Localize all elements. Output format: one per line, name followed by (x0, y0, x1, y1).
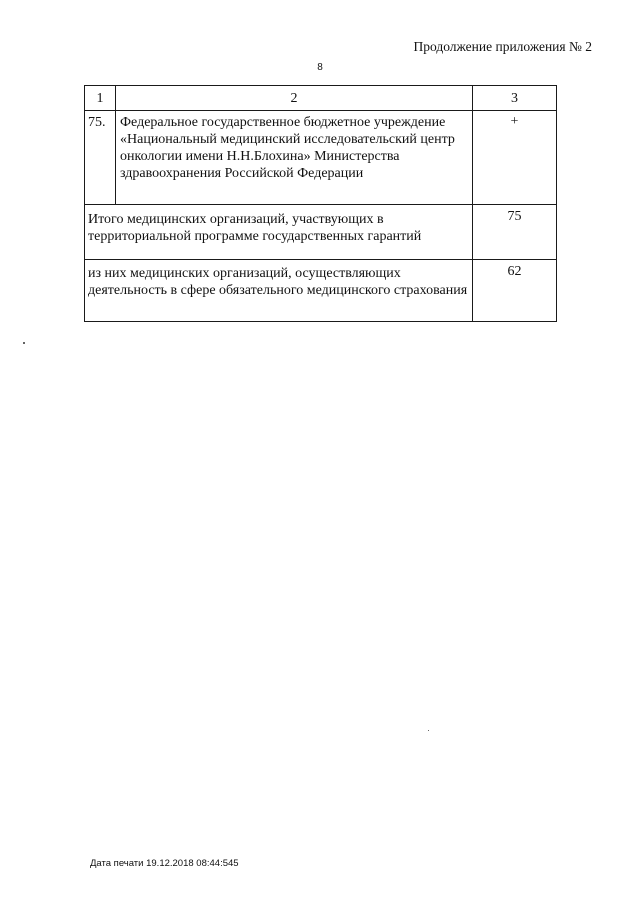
row-number: 75. (85, 111, 116, 205)
print-date: Дата печати 19.12.2018 08:44:545 (90, 858, 239, 869)
page-number: 8 (317, 62, 323, 73)
column-number-2: 2 (116, 86, 473, 111)
total-value: 75 (473, 205, 557, 260)
participation-mark: + (473, 111, 557, 205)
column-number-row (85, 86, 557, 111)
table-row (85, 111, 557, 205)
total-row (85, 205, 557, 260)
column-number-1: 1 (85, 86, 116, 111)
scan-speck (23, 342, 25, 344)
scan-speck (428, 730, 429, 731)
oms-value: 62 (473, 260, 557, 322)
medical-organizations-table (84, 85, 557, 322)
total-label: Итого медицинских организаций, участвующих в территориальной программе государственных гарантий (85, 205, 473, 260)
oms-row (85, 260, 557, 322)
column-number-3: 3 (473, 86, 557, 111)
appendix-continuation-note: Продолжение приложения № 2 (413, 39, 592, 54)
organization-name: Федеральное государственное бюджетное учреждение «Национальный медицинский исследовательский центр онкологии имени Н.Н.Блохина» Министерства здравоохранения Российской Федерации (116, 111, 473, 205)
oms-label: из них медицинских организаций, осуществляющих деятельность в сфере обязательного медицинского страхования (85, 260, 473, 322)
